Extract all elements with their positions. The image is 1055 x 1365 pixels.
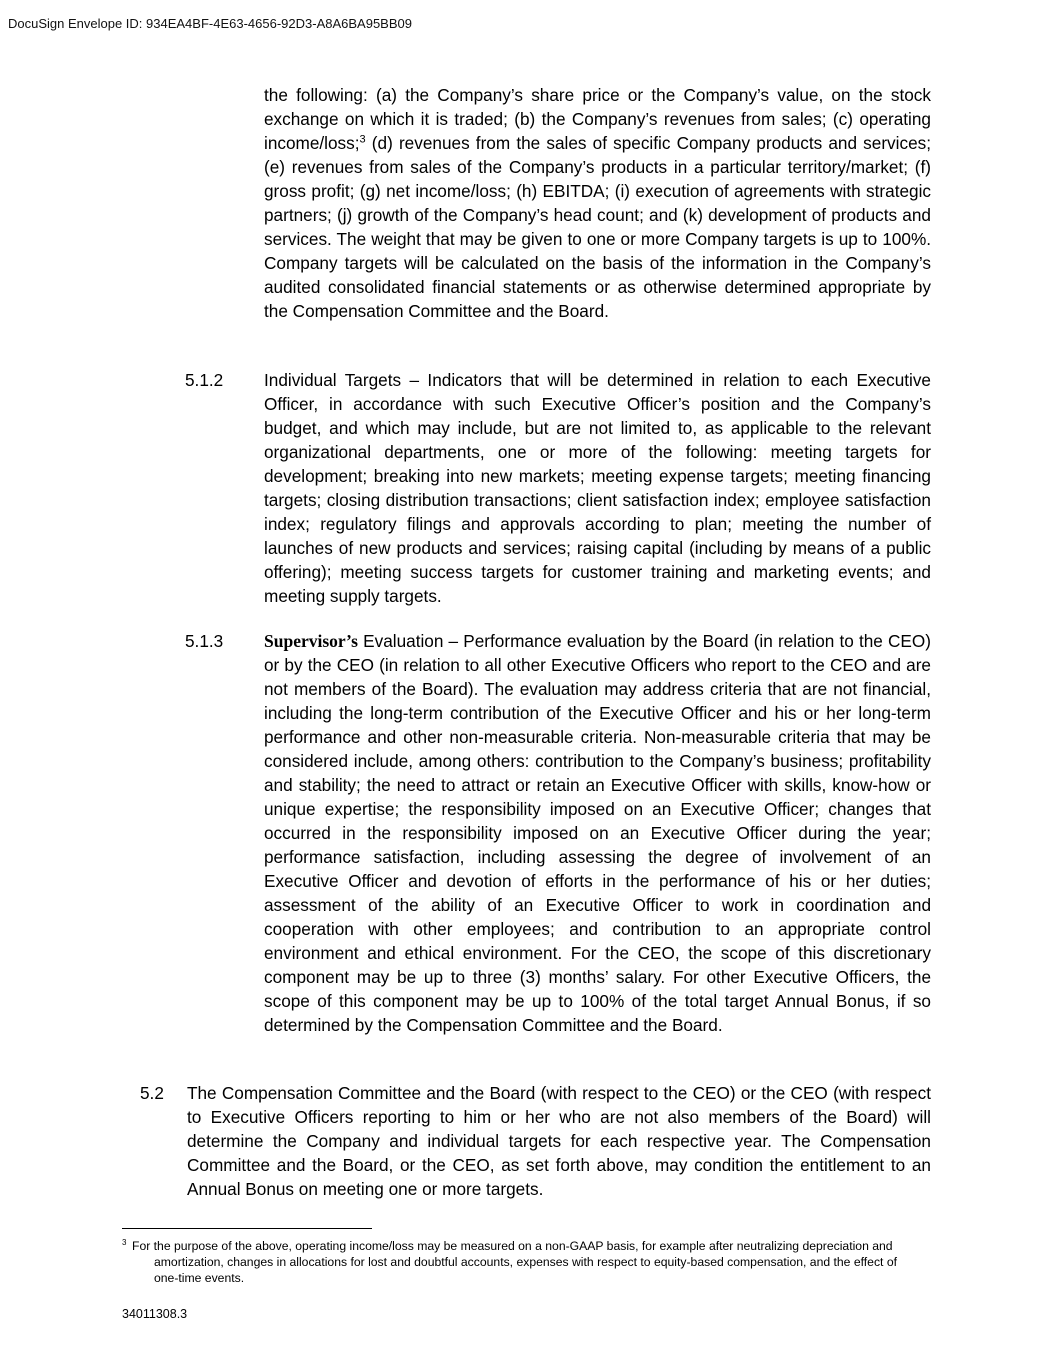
section-5-1-3-title-rest: Evaluation [357,631,444,651]
section-5-2-paragraph: The Compensation Committee and the Board (with respect to the CEO) or the CEO (with respect to Executive Officers reporting to him or her who are not also members of the Board) will determine the Company and individual targets for each respective year. The Compensation Committee and the Board, or the CEO, as set forth above, may condition the entitlement to an Annual Bonus on meeting one or more targets. [187,1083,931,1199]
section-5-1-2-body: – Indicators that will be determined in relation to each Executive Officer, in accordance with such Executive Officer’s position and the Company’s budget, and which may include, but are not limited to, as applicable to the relevant organizational departments, one or more of the following: meeting targets for development; breaking into new markets; meeting expense targets; meeting financing targets; closing distribution transactions; client satisfaction index; employee satisfaction index; regulatory filings and approvals according to plan; meeting the number of launches of new products and services; raising capital (including by means of a public offering); meeting success targets for customer training and marketing events; and meeting supply targets. [264,370,931,606]
section-5-1-3-title-bold: Supervisor’s [264,631,358,651]
section-5-1-3-paragraph [264,629,931,1037]
footnote-mark: 3 [122,1237,127,1247]
footnote [122,1238,922,1286]
footnote-separator [122,1228,372,1229]
section-5-1-2-paragraph [264,368,931,608]
docusign-envelope-id: DocuSign Envelope ID: 934EA4BF-4E63-4656-92D3-A8A6BA95BB09 [8,16,412,31]
footnote-text: For the purpose of the above, operating income/loss may be measured on a non-GAAP basis, for example after neutralizing depreciation and amortization, changes in allocations for lost and doubtful accounts, expenses with respect to equity-based compensation, and the effect of one-time events. [132,1239,897,1285]
continuation-text-1: the following: (a) the Company’s share price or the Company’s value, on the stock exchange on which it is traded; (b) the Company’s revenues from sales; (c) operating income/loss; [264,85,931,153]
section-number-5-1-3: 5.1.3 [185,631,224,651]
footnote-reference[interactable]: 3 [359,133,366,146]
document-number: 34011308.3 [122,1307,188,1321]
section-5-1-3-body: – Performance evaluation by the Board (in relation to the CEO) or by the CEO (in relation to all other Executive Officers who report to the CEO and are not members of the Board). The evaluation may address criteria that are not financial, including the long-term contribution of the Executive Officer and his or her long-term performance and other non-measurable criteria. Non-measurable criteria that may be considered include, among others: contribution to the Company’s business; profitability and stability; the need to attract or retain an Executive Officer with skills, know-how or unique expertise; the responsibility imposed on an Executive Officer; changes that occurred in the responsibility imposed on an Executive Officer during the year; performance satisfaction, including assessing the degree of involvement of an Executive Officer and devotion of efforts in the performance of his or her duties; assessment of the ability of an Executive Officer to work in coordination and cooperation with other employees; and contribution to an appropriate control environment and ethical environment. For the CEO, the scope of this discretionary component may be up to three (3) months’ salary. For other Executive Officers, the scope of this component may be up to 100% of the total target Annual Bonus, if so determined by the Compensation Committee and the Board. [264,631,931,1035]
section-number-5-2: 5.2 [140,1083,164,1103]
section-number-5-1-2: 5.1.2 [185,370,224,390]
section-5-1-2-title: Individual Targets [264,370,402,390]
continuation-text-2: (d) revenues from the sales of specific Company products and services; (e) revenues from sales of the Company’s products in a particular territory/market; (f) gross profit; (g) net income/loss; (h) EBITDA; (i) execution of agreements with strategic partners; (j) growth of the Company’s head count; and (k) development of products and services. The weight that may be given to one or more Company targets is up to 100%. Company targets will be calculated on the basis of the information in the Company’s audited consolidated financial statements or as otherwise determined appropriate by the Compensation Committee and the Board. [264,133,931,321]
continuation-paragraph [264,83,931,323]
